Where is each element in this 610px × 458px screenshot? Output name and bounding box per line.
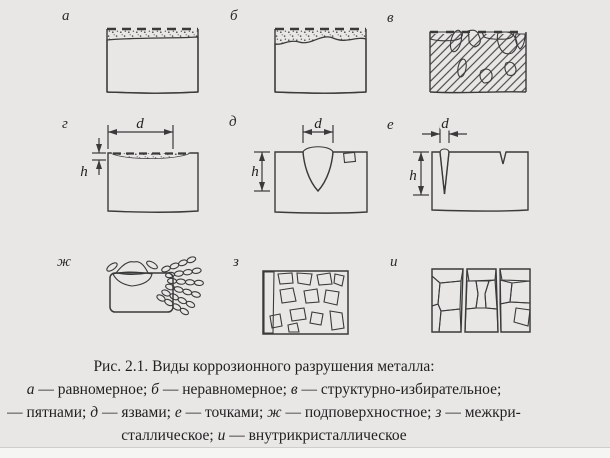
dimension-h-label: h (251, 164, 259, 180)
dimension-h-label: h (409, 168, 417, 184)
caption-line-1: а — равномерное; б — неравномерное; в — структурно-избирательное; (26, 381, 502, 398)
panel-label-g: г (62, 116, 68, 132)
dimension-d-label: d (441, 116, 449, 132)
panel-label-b: б (230, 8, 238, 24)
grain-block-3 (500, 269, 530, 332)
panel-z-intercrystalline-corrosion-drawing (260, 266, 355, 338)
panel-label-a: а (62, 8, 70, 24)
dimension-h-label: h (80, 164, 88, 180)
panel-g-spot-corrosion-drawing (70, 112, 230, 216)
caption-line-2: — пятнами; д — язвами; е — точками; ж — подповерхностное; з — межкри- (7, 404, 521, 421)
dimension-d-label: d (136, 116, 144, 132)
panel-a-uniform-corrosion-drawing (103, 22, 203, 98)
caption-title: Рис. 2.1. Виды коррозионного разрушения металла: (93, 358, 435, 375)
panel-label-v: в (387, 10, 394, 26)
page-bottom-strip (0, 447, 610, 458)
panel-label-zh: ж (57, 254, 71, 270)
panel-i-intracrystalline-corrosion-drawing (428, 264, 534, 337)
subsurface-finger-chains (156, 256, 204, 316)
panel-b-uneven-corrosion-drawing (271, 22, 371, 98)
panel-label-i: и (390, 254, 398, 270)
panel-label-z: з (233, 254, 239, 270)
panel-label-d: д (229, 114, 237, 130)
grain-block-1 (432, 269, 463, 332)
panel-d-pit-corrosion-drawing (250, 112, 410, 216)
panel-label-e: е (387, 117, 394, 133)
panel-v-structural-selective-corrosion-drawing (426, 22, 532, 98)
dimension-d-label: d (314, 116, 322, 132)
figure-caption (0, 355, 528, 447)
grain-block-2 (465, 269, 498, 332)
panel-e-point-corrosion-drawing (405, 112, 565, 216)
caption-line-3: сталлическое; и — внутрикристаллическое (121, 427, 407, 444)
panel-zh-subsurface-corrosion-drawing (82, 250, 230, 332)
